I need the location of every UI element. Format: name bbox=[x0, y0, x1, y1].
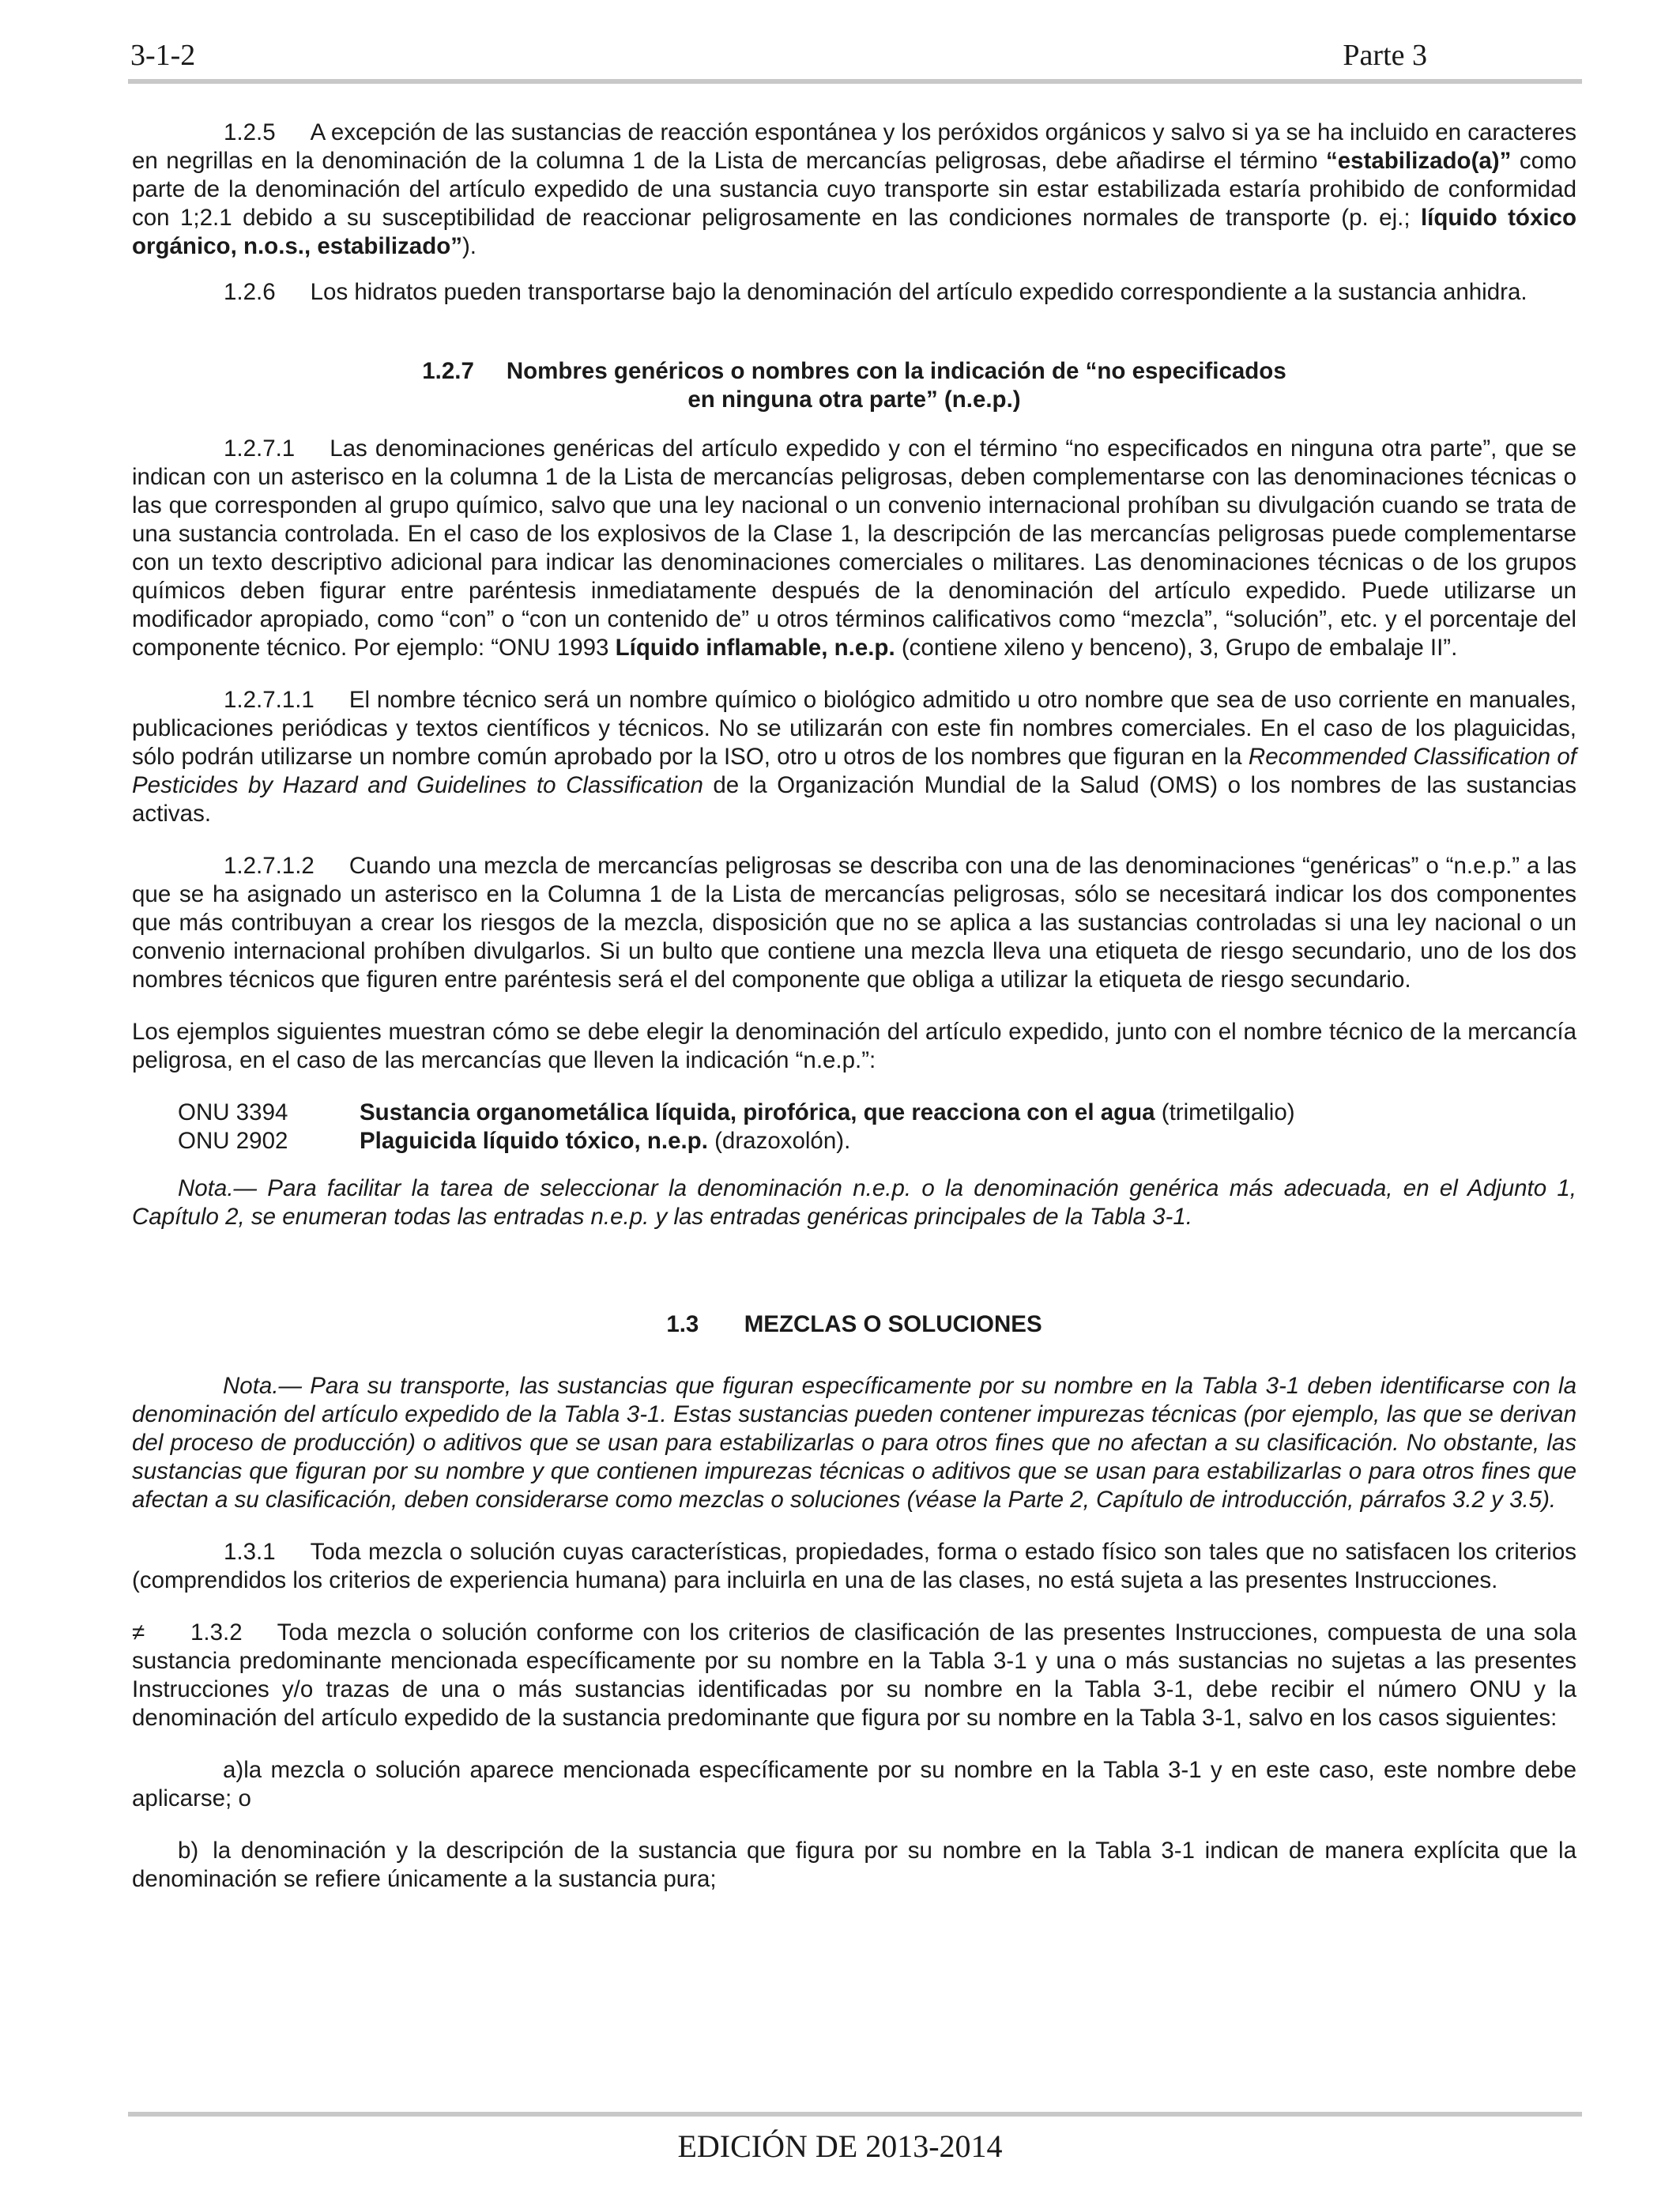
example-row bbox=[178, 1099, 1576, 1127]
paragraph-number: 1.3.2 bbox=[190, 1619, 243, 1646]
examples-list bbox=[178, 1099, 1576, 1155]
list-item-a: a)la mezcla o solución aparece mencionada específicamente por su nombre en la Tabla 3-1 y en este caso, este nombre debe aplicarse; o bbox=[132, 1757, 1576, 1811]
proper-shipping-name: Plaguicida líquido tóxico, n.e.p. bbox=[360, 1128, 708, 1154]
note-2: Nota.— Para su transporte, las sustancias que figuran específicamente por su nombre en la Tabla 3-1 deben identificarse con la denominación del artículo expedido de la Tabla 3-1. Estas sustancias pueden contener impurezas técnicas (por ejemplo, las que se derivan del proceso de producción) o aditivos que se usan para estabilizarlas o para otros fines que no afectan a su clasificación. No obstante, las sustancias que figuran por su nombre y que contienen impurezas técnicas o aditivos que se usan para estabilizarlas o para otros fines que afectan a su clasificación, deben considerarse como mezclas o soluciones (véase la Parte 2, Capítulo de introducción, párrafos 3.2 y 3.5). bbox=[132, 1373, 1576, 1513]
examples-intro: Los ejemplos siguientes muestran cómo se debe elegir la denominación del artículo expedido, junto con el nombre técnico de la mercancía peligrosa, en el caso de las mercancías que lleven la indicación “n.e.p.”: bbox=[132, 1019, 1576, 1073]
proper-shipping-name: Sustancia organometálica líquida, pirofórica, que reacciona con el agua bbox=[360, 1099, 1155, 1125]
bold-term: “estabilizado(a)” bbox=[1325, 148, 1512, 174]
paragraph-1-3-1 bbox=[132, 1538, 1576, 1595]
paragraph-number: 1.2.5 bbox=[224, 119, 276, 145]
paragraph-1-2-6 bbox=[132, 278, 1576, 307]
paragraph-text: Las denominaciones genéricas del artículo expedido y con el término “no especificados en ninguna otra parte”, que se indican con un asterisco en la columna 1 de la Lista de mercancías peligrosas, deben complementarse con las denominaciones técnicas o las que corresponden al grupo químico, salvo que una ley nacional o un convenio internacional prohíban su divulgación cuando se trata de una sustancia controlada. En el caso de los explosivos de la Clase 1, la descripción de las mercancías peligrosas puede complementarse con un texto descriptivo adicional para indicar las denominaciones comerciales o militares. Las denominaciones técnicas o de los grupos químicos deben figurar entre paréntesis inmediatamente después de la denominación del artículo expedido. Puede utilizarse un modificador apropiado, como “con” o “con un contenido de” u otros términos calificativos como “mezcla”, “solución”, etc. y el porcentaje del componente técnico. Por ejemplo: “ONU 1993 bbox=[132, 435, 1576, 661]
un-number: ONU 2902 bbox=[178, 1128, 288, 1154]
example-text bbox=[360, 1127, 850, 1155]
example-row bbox=[178, 1127, 1576, 1155]
page-number: 3-1-2 bbox=[130, 39, 196, 72]
paragraph-text: El nombre técnico será un nombre químico o biológico admitido u otro nombre que sea de uso corriente en manuales, publicaciones periódicas y textos científicos y técnicos. No se utilizarán con este fin nombres comerciales. En el caso de los plaguicidas, sólo podrán utilizarse un nombre común aprobado por la ISO, otro u otros de los nombres que figuran en la bbox=[132, 687, 1576, 770]
paragraph-text: A excepción de las sustancias de reacción espontánea y los peróxidos orgánicos y salvo si ya se ha incluido en caracteres en negrillas en la denominación de la columna 1 de la Lista de mercancías peligrosas, debe añadirse el término bbox=[132, 119, 1576, 174]
section-heading-1-2-7 bbox=[132, 357, 1576, 414]
change-mark: ≠ bbox=[132, 1619, 145, 1646]
paragraph-text: de la Organización Mundial de la Salud (OMS) o los nombres de las sustancias activas. bbox=[132, 772, 1577, 827]
paragraph-number: 1.2.7.1 bbox=[224, 435, 296, 462]
paragraph-number: 1.2.6 bbox=[224, 279, 276, 305]
paragraph-1-2-7-1-1 bbox=[132, 686, 1576, 828]
un-number: ONU 3394 bbox=[178, 1099, 288, 1125]
note-1: Nota.— Para facilitar la tarea de seleccionar la denominación n.e.p. o la denominación genérica más adecuada, en el Adjunto 1, Capítulo 2, se enumeran todas las entradas n.e.p. y las entradas genéricas principales de la Tabla 3-1. bbox=[132, 1175, 1576, 1230]
technical-name: (trimetilgalio) bbox=[1155, 1099, 1295, 1125]
paragraph-text: (contiene xileno y benceno), 3, Grupo de embalaje II”. bbox=[895, 635, 1458, 661]
body-text bbox=[132, 119, 1576, 1894]
section-heading-1-3 bbox=[132, 1310, 1576, 1339]
running-header bbox=[130, 32, 1427, 79]
heading-number: 1.2.7 bbox=[422, 358, 474, 384]
paragraph-text: Cuando una mezcla de mercancías peligrosas se describa con una de las denominaciones “genéricas” o “n.e.p.” a las que se ha asignado un asterisco en la Columna 1 de la Lista de mercancías peligrosas, sólo se necesitará indicar los dos componentes que más contribuyan a crear los riesgos de la mezcla, disposición que no se aplica a las sustancias controladas si una ley nacional o un convenio internacional prohíben divulgarlos. Si un bulto que contiene una mezcla lleva una etiqueta de riesgo secundario, uno de los dos nombres técnicos que figuren entre paréntesis será el del componente que obliga a utilizar la etiqueta de riesgo secundario. bbox=[132, 853, 1576, 993]
bold-term: Líquido inflamable, n.e.p. bbox=[615, 635, 895, 661]
list-item-text: la denominación y la descripción de la sustancia que figura por su nombre en la Tabla 3-1 indican de manera explícita que la denominación se refiere únicamente a la sustancia pura; bbox=[132, 1838, 1576, 1892]
example-text bbox=[360, 1099, 1295, 1127]
part-label: Parte 3 bbox=[1343, 39, 1427, 72]
paragraph-1-2-7-1 bbox=[132, 435, 1576, 662]
paragraph-1-2-7-1-2 bbox=[132, 852, 1576, 994]
list-item-label: b) bbox=[178, 1838, 199, 1864]
paragraph-number: 1.2.7.1.2 bbox=[224, 853, 315, 879]
header-rule bbox=[128, 79, 1582, 84]
paragraph-text: Toda mezcla o solución conforme con los criterios de clasificación de las presentes Instrucciones, compuesta de una sola sustancia predominante mencionada específicamente por su nombre en la Tabla 3-1 y una o más sustancias no sujetas a las presentes Instrucciones y/o trazas de una o más sustancias identificadas por su nombre en la Tabla 3-1, debe recibir el número ONU y la denominación del artículo expedido de la sustancia predominante que figura por su nombre en la Tabla 3-1, salvo en los casos siguientes: bbox=[132, 1619, 1576, 1731]
heading-number: 1.3 bbox=[666, 1311, 699, 1337]
paragraph-number: 1.3.1 bbox=[224, 1539, 276, 1565]
heading-title: MEZCLAS O SOLUCIONES bbox=[744, 1311, 1042, 1337]
paragraph-text: Toda mezcla o solución cuyas características, propiedades, forma o estado físico son tales que no satisfacen los criterios (comprendidos los criterios de experiencia humana) para incluirla en una de las clases, no está sujeta a las presentes Instrucciones. bbox=[132, 1539, 1576, 1593]
list-item-b bbox=[132, 1837, 1576, 1894]
heading-line-2: en ninguna otra parte” (n.e.p.) bbox=[687, 386, 1021, 413]
paragraph-number: 1.2.7.1.1 bbox=[224, 687, 315, 713]
heading-line-1: Nombres genéricos o nombres con la indicación de “no especificados bbox=[506, 358, 1286, 384]
paragraph-1-2-5 bbox=[132, 119, 1576, 261]
italic-title: Recommended Classification of Pesticides by Hazard and Guidelines to Classification bbox=[132, 744, 1576, 798]
paragraph-text: como parte de la denominación del artículo expedido de una sustancia cuyo transporte sin estar estabilizada estaría prohibido de conformidad con 1;2.1 debido a su susceptibilidad de reaccionar peligrosamente en las condiciones normales de transporte (p. ej.; bbox=[132, 148, 1576, 231]
bold-term: líquido tóxico orgánico, n.o.s., estabilizado” bbox=[132, 205, 1576, 259]
paragraph-text: ). bbox=[461, 233, 477, 259]
paragraph-text: Los hidratos pueden transportarse bajo la denominación del artículo expedido correspondiente a la sustancia anhidra. bbox=[310, 279, 1527, 305]
paragraph-1-3-2 bbox=[132, 1619, 1576, 1732]
footer-rule bbox=[128, 2112, 1582, 2117]
edition-footer: EDICIÓN DE 2013-2014 bbox=[677, 2128, 1003, 2164]
technical-name: (drazoxolón). bbox=[707, 1128, 851, 1154]
